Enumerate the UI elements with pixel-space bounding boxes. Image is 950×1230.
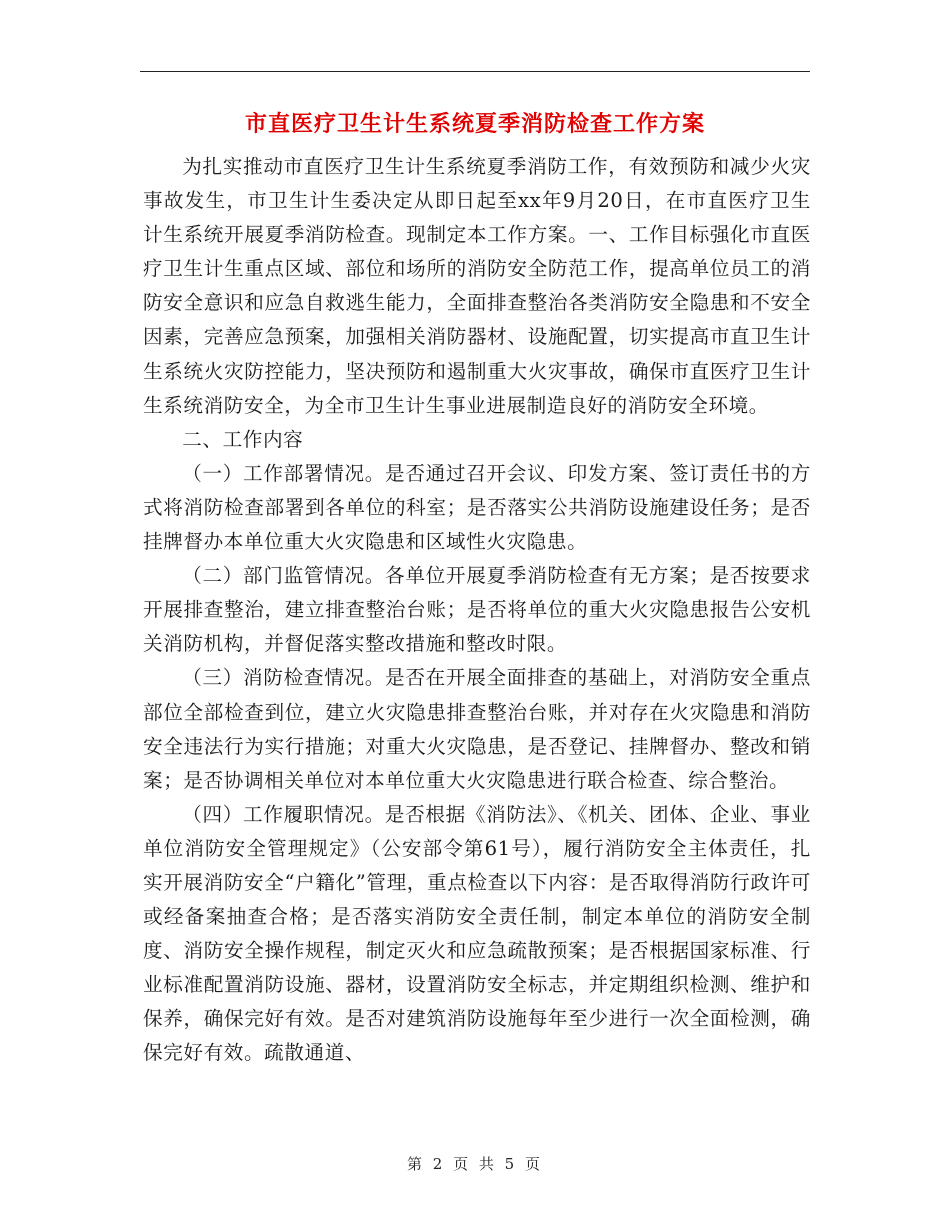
paragraph-item-2: （二）部门监管情况。各单位开展夏季消防检查有无方案；是否按要求开展排查整治，建立排查整治台账；是否将单位的重大火灾隐患报告公安机关消防机构，并督促落实整改措施和整改时限。 [143,564,811,656]
paragraph-item-3: （三）消防检查情况。是否在开展全面排查的基础上，对消防安全重点部位全部检查到位，建立火灾隐患排查整治台账，并对存在火灾隐患和消防安全违法行为实行措施；对重大火灾隐患，是否登记、挂牌督办、整改和销案；是否协调相关单位对本单位重大火灾隐患进行联合检查、综合整治。 [143,666,811,792]
header-rule [140,71,810,72]
section-heading-work-content: 二、工作内容 [182,427,304,451]
paragraph-item-1: （一）工作部署情况。是否通过召开会议、印发方案、签订责任书的方式将消防检查部署到各单位的科室；是否落实公共消防设施建设任务；是否挂牌督办本单位重大火灾隐患和区域性火灾隐患。 [143,461,811,554]
document-title: 市直医疗卫生计生系统夏季消防检查工作方案 [244,112,705,137]
document-body [143,150,811,1071]
paragraph-intro-and-goals: 为扎实推动市直医疗卫生计生系统夏季消防工作，有效预防和减少火灾事故发生，市卫生计生委决定从即日起至xx年9月20日，在市直医疗卫生计生系统开展夏季消防检查。现制定本工作方案。一、工作目标强化市直医疗卫生计生重点区域、部位和场所的消防安全防范工作，提高单位员工的消防安全意识和应急自救逃生能力，全面排查整治各类消防安全隐患和不安全因素，完善应急预案，加强相关消防器材、设施配置，切实提高市直卫生计生系统火灾防控能力，坚决预防和遏制重大火灾事故，确保市直医疗卫生计生系统消防安全，为全市卫生计生事业进展制造良好的消防安全环境。 [143,155,811,417]
page-number-footer: 第 2 页 共 5 页 [407,1155,543,1173]
paragraph-item-4: （四）工作履职情况。是否根据《消防法》、《机关、团体、企业、事业单位消防安全管理规定》（公安部令第61号），履行消防安全主体责任，扎实开展消防安全“户籍化”管理，重点检查以下内容：是否取得消防行政许可或经备案抽查合格；是否落实消防安全责任制，制定本单位的消防安全制度、消防安全操作规程，制定灭火和应急疏散预案；是否根据国家标准、行业标准配置消防设施、器材，设置消防安全标志，并定期组织检测、维护和保养，确保完好有效。是否对建筑消防设施每年至少进行一次全面检测，确保完好有效。疏散通道、 [143,802,811,1065]
